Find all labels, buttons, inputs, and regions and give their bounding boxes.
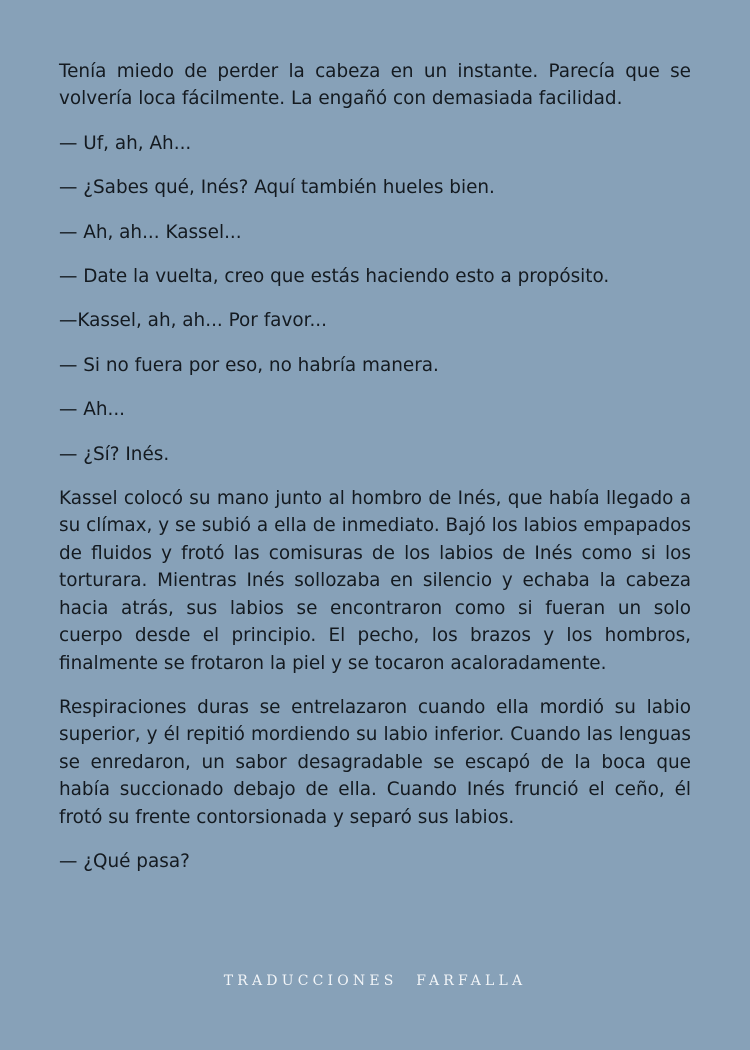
dialogue-line: — ¿Sí? Inés. bbox=[59, 443, 170, 465]
page-body bbox=[59, 58, 691, 892]
dialogue-line: —Kassel, ah, ah... Por favor... bbox=[59, 310, 327, 332]
narrative-paragraph: Tenía miedo de perder la cabeza en un instante. Parecía que se volvería loca fácilmente. La engañó con demasiada facilidad. bbox=[59, 61, 691, 110]
dialogue-line: — Date la vuelta, creo que estás haciendo esto a propósito. bbox=[59, 266, 610, 288]
narrative-paragraph: Respiraciones duras se entrelazaron cuando ella mordió su labio superior, y él repitió mordiendo su labio inferior. Cuando las lenguas se enredaron, un sabor desagradable se escapó de la boca que había succionado debajo de ella. Cuando Inés frunció el ceño, él frotó su frente contorsionada y separó sus labios. bbox=[59, 696, 691, 828]
dialogue-line: — Ah, ah... Kassel... bbox=[59, 221, 242, 243]
narrative-paragraph: Kassel colocó su mano junto al hombro de Inés, que había llegado a su clímax, y se subió a ella de inmediato. Bajó los labios empapados de fluidos y frotó las comisuras de los labios de Inés como si los torturara. Mientras Inés sollozaba en silencio y echaba la cabeza hacia atrás, sus labios se encontraron como si fueran un solo cuerpo desde el principio. El pecho, los brazos y los hombros, finalmente se frotaron la piel y se tocaron acaloradamente. bbox=[59, 488, 691, 674]
footer-credit: TRADUCCIONES FARFALLA bbox=[223, 973, 527, 989]
dialogue-line: — Si no fuera por eso, no habría manera. bbox=[59, 354, 439, 376]
dialogue-line: — ¿Qué pasa? bbox=[59, 850, 190, 872]
dialogue-line: — Uf, ah, Ah... bbox=[59, 132, 192, 154]
dialogue-line: — ¿Sabes qué, Inés? Aquí también hueles bien. bbox=[59, 177, 495, 199]
dialogue-line: — Ah... bbox=[59, 399, 126, 421]
